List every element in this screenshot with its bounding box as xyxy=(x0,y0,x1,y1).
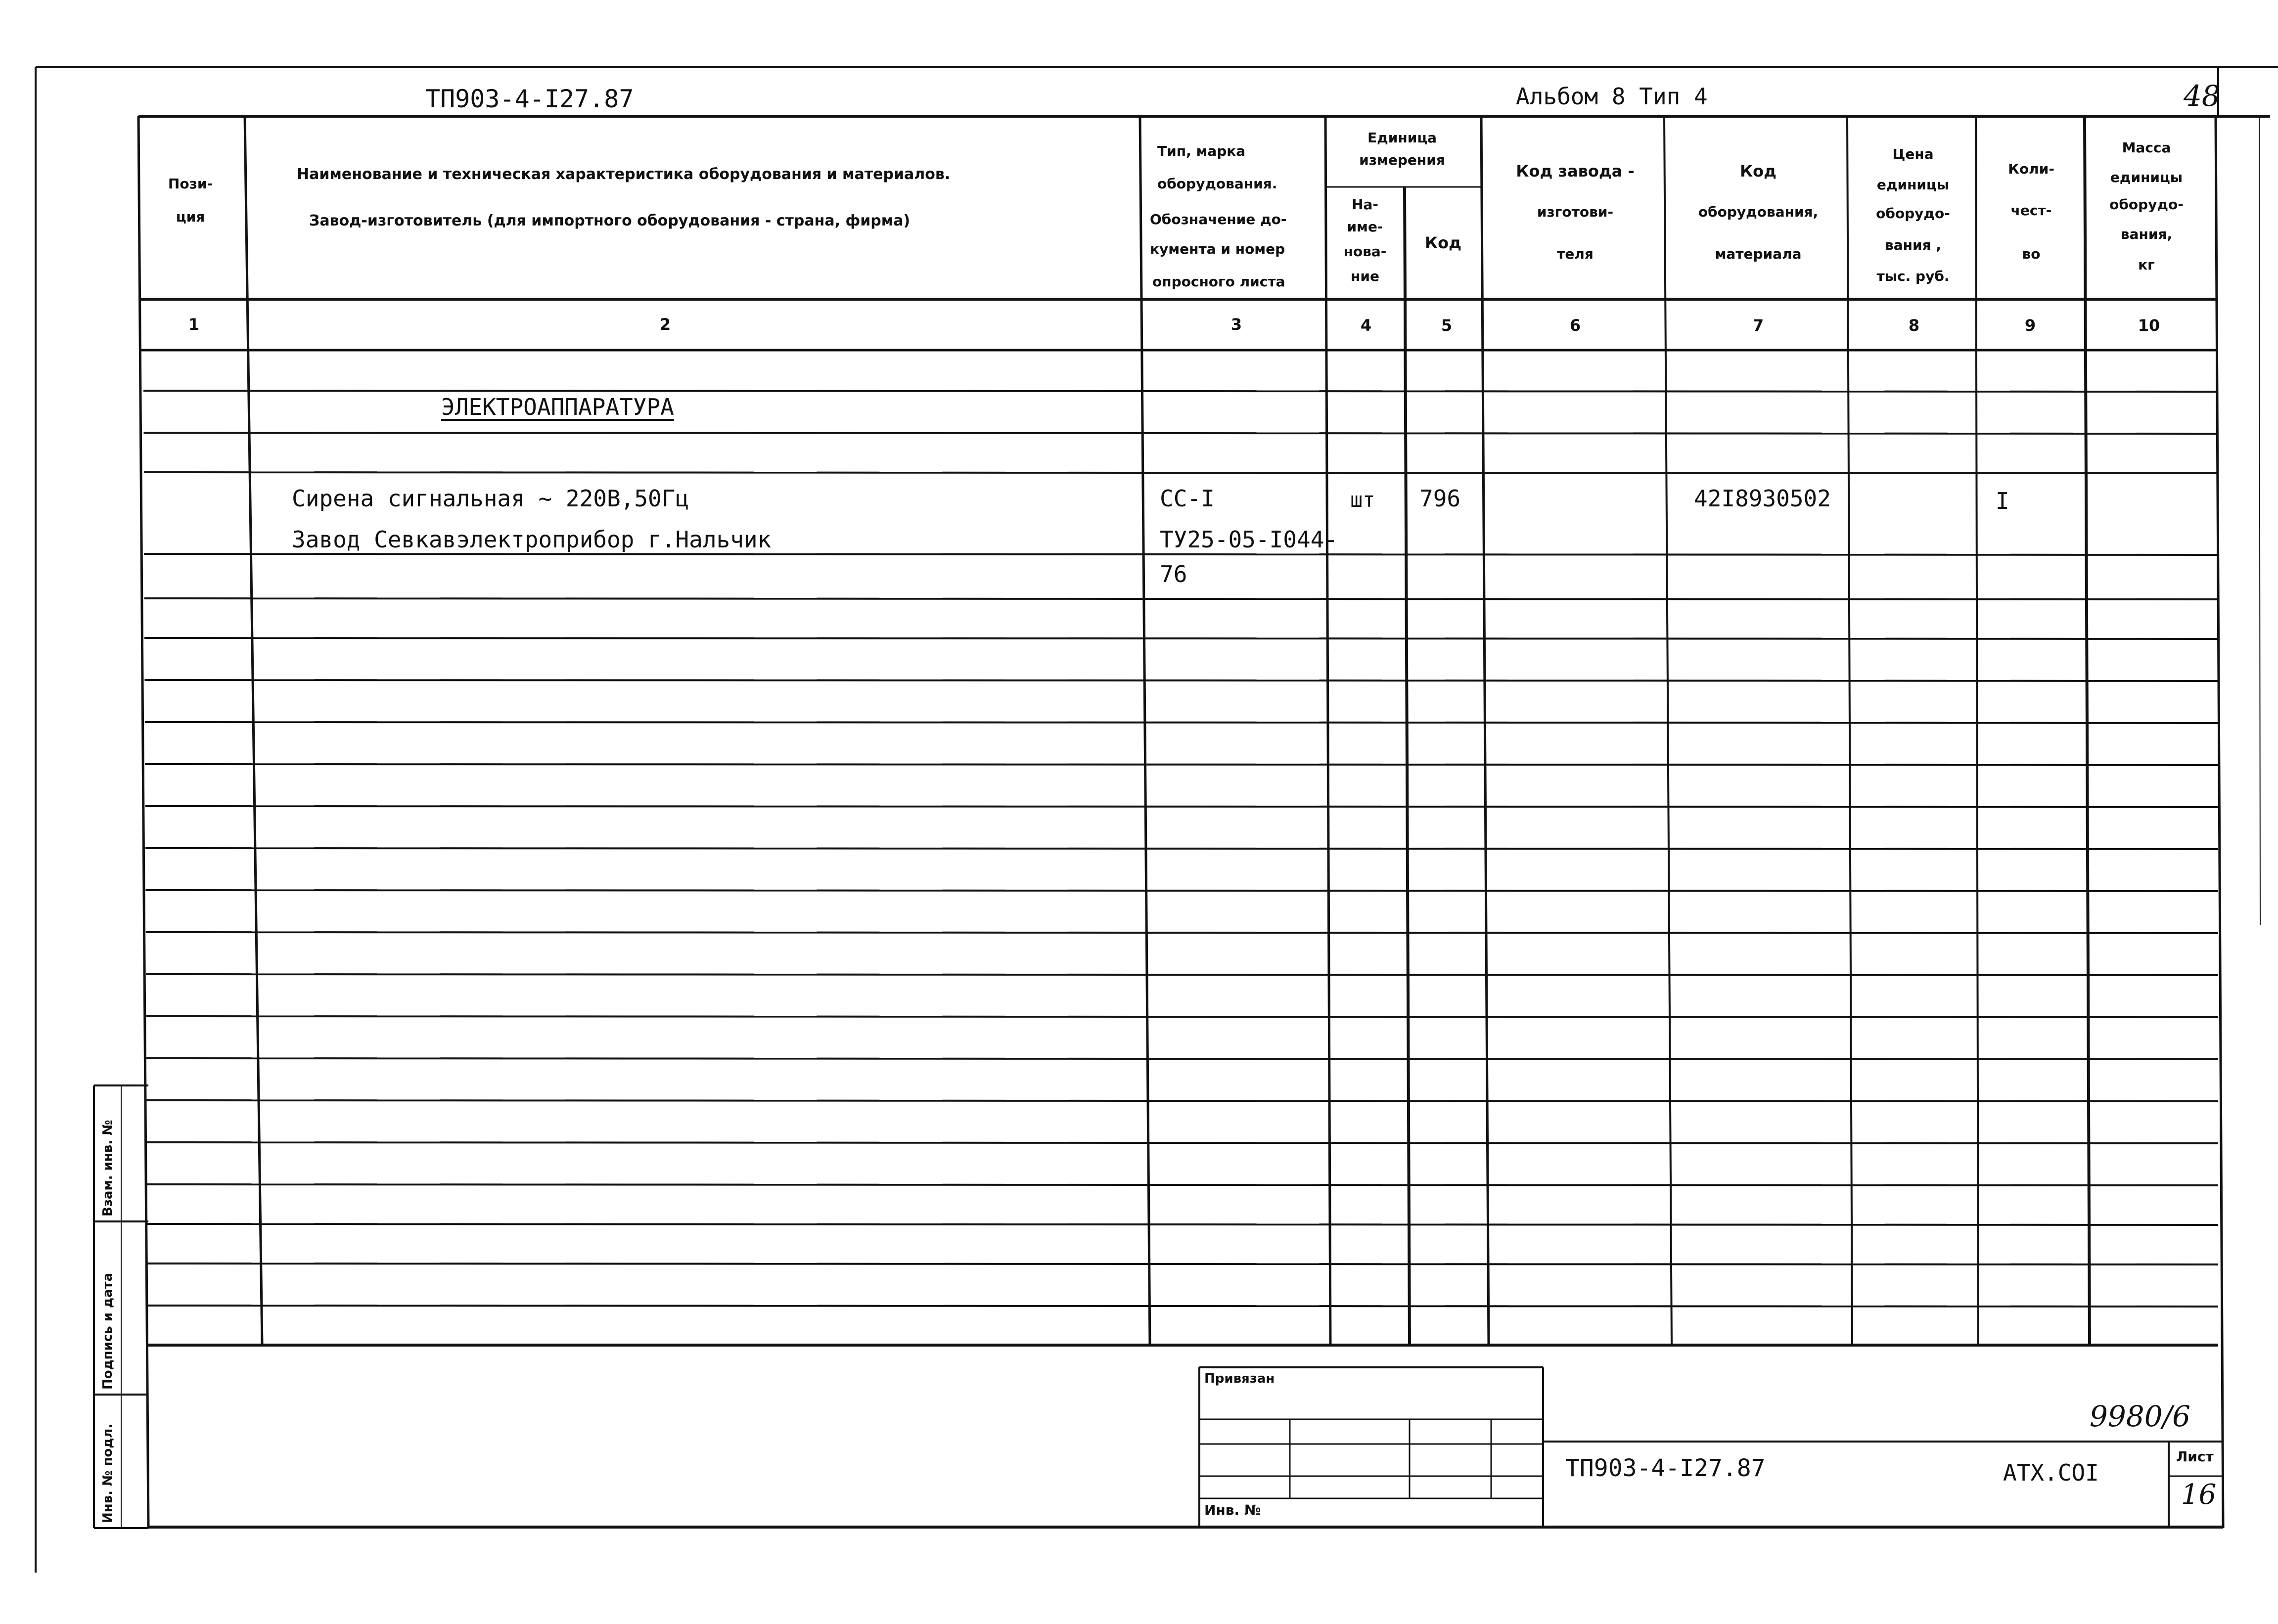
col2-header-l2: Завод-изготовитель (для импортного оборудования - страна, фирма) xyxy=(309,212,911,229)
table-row-line xyxy=(145,890,2218,891)
title-sheet-code: АТХ.СОI xyxy=(2003,1459,2099,1486)
table-row-line xyxy=(147,1142,2218,1143)
col7-header-l2: оборудования, xyxy=(1698,204,1819,220)
col5-header: Код xyxy=(1425,233,1461,252)
maker-doc-line2: 76 xyxy=(1160,561,1187,587)
item-type: СС-I xyxy=(1160,485,1215,512)
col3-header-l1: Тип, марка xyxy=(1157,143,1246,159)
item-unit-code: 796 xyxy=(1419,485,1461,512)
col6-header-l3: теля xyxy=(1557,246,1594,262)
col-number-1: 1 xyxy=(188,315,200,334)
col7-header-l1: Код xyxy=(1740,162,1777,180)
col-number-7: 7 xyxy=(1752,316,1764,335)
table-row-line xyxy=(145,806,2218,807)
table-row-line xyxy=(146,1058,2218,1059)
table-row-line xyxy=(145,722,2218,723)
col1-header-l2: ция xyxy=(176,209,205,225)
col8-header-l3: оборудо- xyxy=(1876,205,1950,222)
col9-header-l2: чест- xyxy=(2010,202,2052,219)
col-number-6: 6 xyxy=(1569,316,1581,335)
item-quantity: I xyxy=(1996,488,2009,514)
col8-header-l4: вания , xyxy=(1885,237,1941,253)
album-label: Альбом 8 Тип 4 xyxy=(1516,83,1708,110)
col10-header-l1: Масса xyxy=(2122,139,2171,156)
item-name: Сирена сигнальная ~ 220В,50Гц xyxy=(292,485,689,512)
table-row-line xyxy=(143,433,2218,434)
col-number-2: 2 xyxy=(659,315,671,334)
unit-group-header-l2: измерения xyxy=(1359,152,1445,168)
col-number-5: 5 xyxy=(1441,316,1453,335)
table-row-line xyxy=(146,1100,2218,1101)
col-number-4: 4 xyxy=(1360,316,1372,335)
table-row-line xyxy=(147,1184,2218,1185)
doc-code-header: ТП903-4-I27.87 xyxy=(425,85,634,113)
col10-header-l4: вания, xyxy=(2120,226,2173,242)
col-number-8: 8 xyxy=(1908,316,1920,335)
handwritten-number: 9980/6 xyxy=(2090,1399,2191,1433)
inv-no-label: Инв. № xyxy=(1204,1502,1261,1518)
maker-name: Завод Севкавэлектроприбор г.Нальчик xyxy=(292,526,772,553)
col4-header-l4: ние xyxy=(1351,268,1379,284)
stamp-vzam-inv: Взам. инв. № xyxy=(100,1120,115,1217)
col4-header-l3: нова- xyxy=(1343,243,1387,260)
col9-header-l1: Коли- xyxy=(2008,161,2054,177)
item-unit: шт xyxy=(1350,488,1375,512)
privyazan-label: Привязан xyxy=(1204,1371,1275,1386)
col7-header-l3: материала xyxy=(1715,246,1802,262)
col8-header-l2: единицы xyxy=(1876,177,1950,193)
col-number-3: 3 xyxy=(1230,315,1242,334)
list-label: Лист xyxy=(2176,1448,2214,1465)
table-row-line xyxy=(144,472,2218,473)
col8-header-l1: Цена xyxy=(1892,146,1934,162)
col2-header-l1: Наименование и техническая характеристика оборудования и материалов. xyxy=(297,166,951,183)
col10-header-l5: кг xyxy=(2138,257,2155,273)
table-row-line xyxy=(146,932,2218,933)
col4-header-l2: име- xyxy=(1347,219,1383,235)
table-row-line xyxy=(147,1263,2218,1264)
col-number-10: 10 xyxy=(2138,316,2160,335)
col1-header-l1: Пози- xyxy=(168,176,213,192)
table-row-line xyxy=(144,598,2218,599)
table-row-line xyxy=(146,974,2218,975)
stamp-podpis-data: Подпись и дата xyxy=(100,1272,115,1390)
unit-group-header-l1: Единица xyxy=(1367,130,1437,146)
col10-header-l3: оборудо- xyxy=(2109,196,2184,213)
col3-header-l4: кумента и номер xyxy=(1150,241,1285,257)
col6-header-l2: изготови- xyxy=(1537,204,1614,220)
item-equipment-code: 42I8930502 xyxy=(1694,485,1831,512)
maker-doc-line1: ТУ25-05-I044- xyxy=(1160,526,1338,553)
list-number: 16 xyxy=(2181,1479,2217,1511)
section-title: ЭЛЕКТРОАППАРАТУРА xyxy=(441,394,674,420)
table-row-line xyxy=(143,391,2218,392)
table-row-line xyxy=(144,680,2218,681)
title-doc-code: ТП903-4-I27.87 xyxy=(1565,1454,1766,1482)
table-row-line xyxy=(146,1016,2218,1017)
stamp-inv-podl: Инв. № подл. xyxy=(100,1423,115,1523)
col10-header-l2: единицы xyxy=(2110,169,2183,185)
col9-header-l3: во xyxy=(2022,246,2041,262)
col3-header-l3: Обозначение до- xyxy=(1150,211,1287,227)
col4-header-l1: На- xyxy=(1352,196,1378,213)
col6-header-l1: Код завода - xyxy=(1516,162,1635,180)
col3-header-l2: оборудования. xyxy=(1157,176,1277,192)
table-row-line xyxy=(144,554,2218,555)
table-row-line xyxy=(147,1306,2218,1307)
table-row-line xyxy=(147,1224,2218,1225)
col3-header-l5: опросного листа xyxy=(1152,273,1285,290)
table-row-line xyxy=(145,764,2218,765)
col8-header-l5: тыс. руб. xyxy=(1876,268,1950,284)
table-row-line xyxy=(144,638,2218,639)
col-number-9: 9 xyxy=(2024,316,2036,335)
page-number: 48 xyxy=(2184,79,2220,113)
table-row-line xyxy=(145,848,2218,849)
